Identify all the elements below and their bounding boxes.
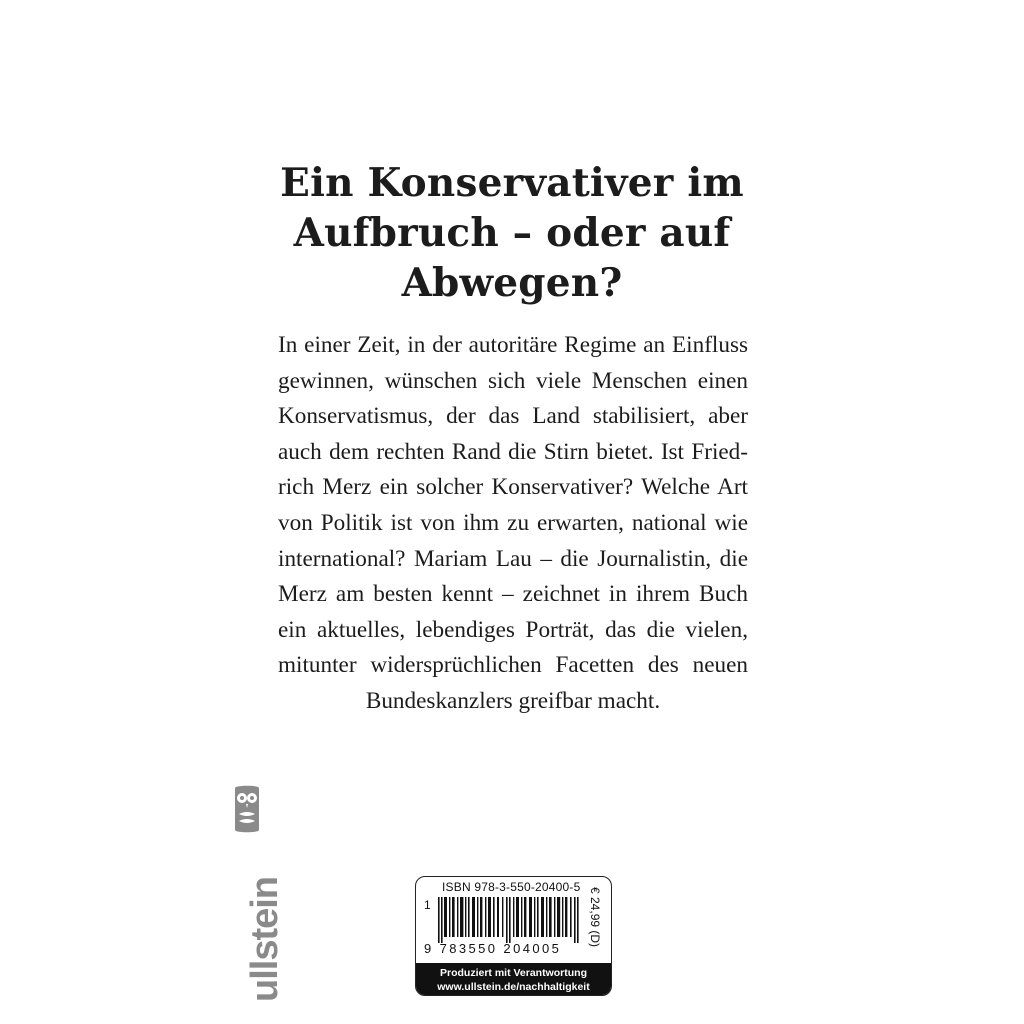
barcode-first-digit: 1 bbox=[424, 898, 431, 912]
blurb-line: Konservatismus, der das Land stabilisiert, aber bbox=[278, 403, 748, 430]
publisher-logo-text: ullstein bbox=[244, 876, 286, 1002]
blurb-line: gewinnen, wünschen sich viele Menschen einen bbox=[278, 367, 748, 394]
barcode-box bbox=[415, 876, 612, 996]
blurb-line: auch dem rechten Rand die Stirn bietet. Ist Fried- bbox=[278, 438, 748, 465]
price-label: € 24,99 (D) bbox=[588, 887, 602, 948]
sustainability-url: www.ullstein.de/nachhaltigkeit bbox=[437, 981, 590, 993]
headline-line: Aufbruch – oder auf bbox=[293, 210, 731, 256]
blurb-line: mitunter widersprüchlichen Facetten des neuen bbox=[278, 652, 748, 679]
blurb-line: rich Merz ein solcher Konservativer? Welche Art bbox=[278, 474, 748, 501]
headline-line: Abwegen? bbox=[401, 260, 623, 306]
blurb-line: In einer Zeit, in der autoritäre Regime an Einfluss bbox=[278, 332, 748, 358]
barcode-bars bbox=[438, 897, 582, 943]
sustainability-line: Produziert mit Verantwortung bbox=[439, 967, 587, 979]
barcode-digits: 9 783550 204005 bbox=[424, 941, 562, 956]
blurb-line: von Politik ist von ihm zu erwarten, national wie bbox=[278, 509, 748, 536]
blurb-line: ein aktuelles, lebendiges Porträt, das die vielen, bbox=[278, 616, 748, 643]
headline-line: Ein Konservativer im bbox=[280, 160, 744, 206]
blurb-text bbox=[278, 328, 748, 720]
blurb-line: Bundeskanzlers greifbar macht. bbox=[365, 687, 661, 714]
headline bbox=[180, 158, 844, 308]
sustainability-band bbox=[416, 963, 611, 995]
isbn-label: ISBN 978-3-550-20400-5 bbox=[442, 880, 581, 894]
owl-icon bbox=[232, 784, 262, 834]
blurb-line: Merz am besten kennt – zeichnet in ihrem Buch bbox=[278, 581, 748, 608]
blurb-line: international? Mariam Lau – die Journalistin, die bbox=[278, 545, 748, 572]
